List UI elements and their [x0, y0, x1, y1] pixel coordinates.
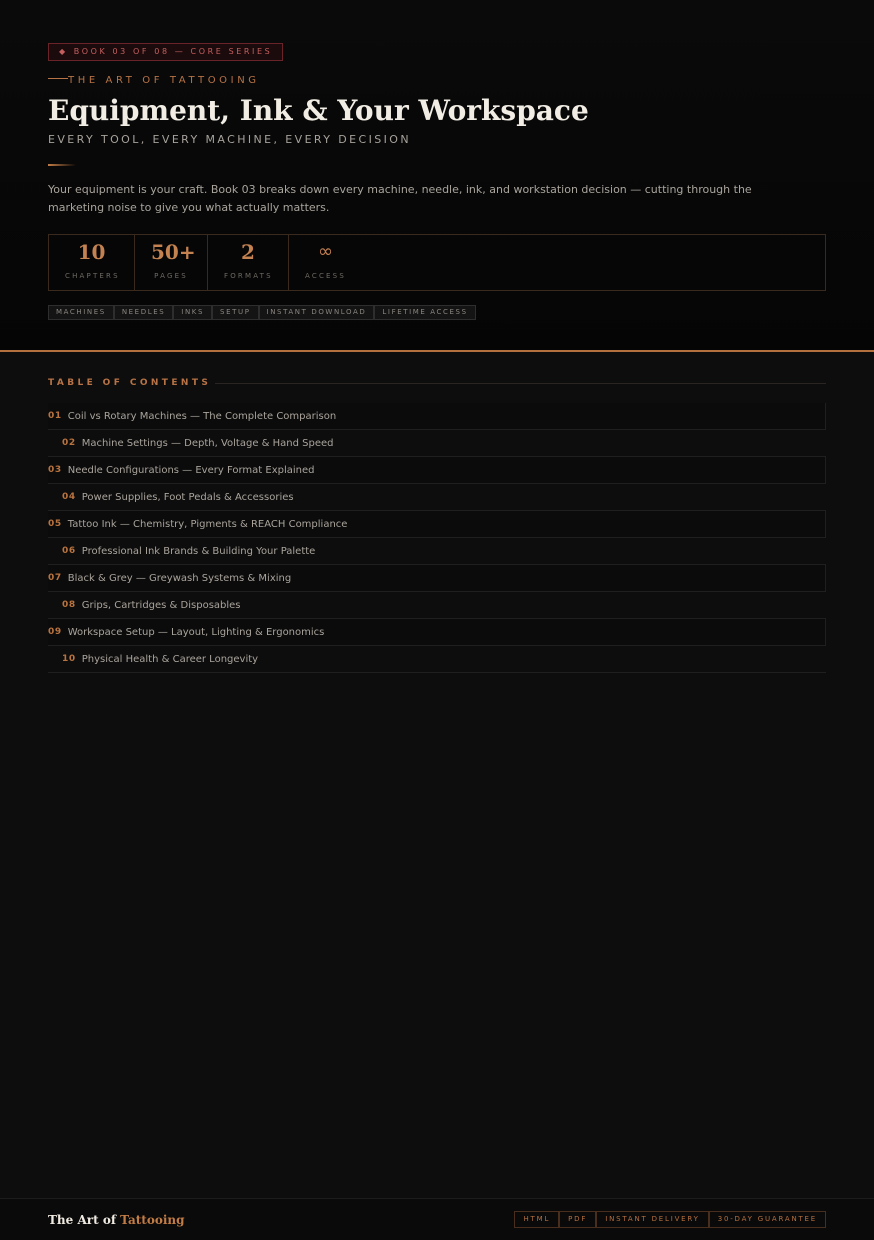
- hero-section: [0, 0, 874, 352]
- stat-value: 2: [241, 240, 255, 264]
- toc-header: [48, 376, 826, 390]
- infinity-icon: ∞: [318, 241, 333, 262]
- stat-label: FORMATS: [224, 272, 273, 280]
- toc-item-title: Machine Settings — Depth, Voltage & Hand Speed: [81, 437, 334, 449]
- toc-heading: TABLE OF CONTENTS: [48, 378, 212, 388]
- chip-html: HTML: [514, 1211, 559, 1228]
- toc-list: [48, 403, 826, 673]
- footer-brand: [48, 1212, 185, 1228]
- stats-bar: [48, 234, 826, 291]
- tag-lifetime-access: LIFETIME ACCESS: [374, 305, 475, 320]
- toc-item-number: 04: [62, 492, 76, 502]
- eyebrow-label: THE ART OF TATTOOING: [68, 75, 260, 86]
- stat-access: [289, 235, 362, 290]
- chip-guarantee: 30-DAY GUARANTEE: [709, 1211, 826, 1228]
- stat-chapters: [49, 235, 135, 290]
- toc-item-05[interactable]: [48, 511, 826, 538]
- toc-item-08[interactable]: [48, 592, 826, 619]
- accent-divider: [48, 164, 76, 166]
- stat-pages: [135, 235, 208, 290]
- series-eyebrow: [48, 75, 260, 87]
- toc-item-10[interactable]: [48, 646, 826, 673]
- diamond-icon: ◆: [59, 47, 68, 56]
- page-subtitle: EVERY TOOL, EVERY MACHINE, EVERY DECISION: [48, 133, 411, 146]
- toc-item-number: 08: [62, 600, 76, 610]
- topic-tags: [48, 305, 476, 320]
- toc-item-title: Workspace Setup — Layout, Lighting & Ergonomics: [67, 626, 325, 638]
- tag-setup: SETUP: [212, 305, 259, 320]
- toc-item-number: 07: [48, 573, 62, 583]
- toc-item-number: 03: [48, 465, 62, 475]
- toc-item-title: Needle Configurations — Every Format Explained: [67, 464, 315, 476]
- toc-item-title: Coil vs Rotary Machines — The Complete Comparison: [67, 410, 337, 422]
- tag-inks: INKS: [173, 305, 212, 320]
- tag-machines: MACHINES: [48, 305, 114, 320]
- toc-item-07[interactable]: [48, 565, 826, 592]
- toc-heading-rule: [215, 383, 826, 384]
- toc-item-title: Grips, Cartridges & Disposables: [81, 599, 241, 611]
- toc-item-06[interactable]: [48, 538, 826, 565]
- eyebrow-line: [48, 78, 68, 79]
- brand-plain: The Art of: [48, 1213, 121, 1227]
- page-title: Equipment, Ink & Your Workspace: [48, 94, 589, 127]
- brand-accent: Tattooing: [120, 1213, 185, 1227]
- toc-item-title: Physical Health & Career Longevity: [81, 653, 259, 665]
- toc-item-02[interactable]: [48, 430, 826, 457]
- toc-item-number: 09: [48, 627, 62, 637]
- stat-formats: [208, 235, 289, 290]
- chip-pdf: PDF: [559, 1211, 596, 1228]
- stat-label: ACCESS: [305, 272, 346, 280]
- series-badge: [48, 43, 283, 61]
- table-of-contents: [48, 376, 826, 673]
- footer-chips: [514, 1211, 826, 1228]
- toc-item-title: Black & Grey — Greywash Systems & Mixing: [67, 572, 292, 584]
- intro-text: Your equipment is your craft. Book 03 breaks down every machine, needle, ink, and workstation decision — cutting through the marketing noise to give you what actually matters.: [48, 183, 752, 214]
- stat-label: PAGES: [154, 272, 188, 280]
- toc-item-03[interactable]: [48, 457, 826, 484]
- chip-instant-delivery: INSTANT DELIVERY: [596, 1211, 708, 1228]
- toc-item-number: 06: [62, 546, 76, 556]
- toc-item-title: Professional Ink Brands & Building Your Palette: [81, 545, 316, 557]
- stat-value: 10: [77, 240, 106, 264]
- toc-item-04[interactable]: [48, 484, 826, 511]
- footer: [0, 1198, 874, 1240]
- stat-label: CHAPTERS: [65, 272, 120, 280]
- toc-item-title: Tattoo Ink — Chemistry, Pigments & REACH Compliance: [67, 518, 348, 530]
- toc-item-09[interactable]: [48, 619, 826, 646]
- toc-item-number: 10: [62, 654, 76, 664]
- toc-item-number: 05: [48, 519, 62, 529]
- series-badge-label: BOOK 03 OF 08 — CORE SERIES: [73, 47, 273, 56]
- tag-needles: NEEDLES: [114, 305, 173, 320]
- stat-value: 50+: [151, 240, 196, 264]
- toc-item-number: 01: [48, 411, 62, 421]
- tag-instant-download: INSTANT DOWNLOAD: [259, 305, 375, 320]
- toc-item-title: Power Supplies, Foot Pedals & Accessories: [81, 491, 294, 503]
- toc-item-01[interactable]: [48, 403, 826, 430]
- toc-item-number: 02: [62, 438, 76, 448]
